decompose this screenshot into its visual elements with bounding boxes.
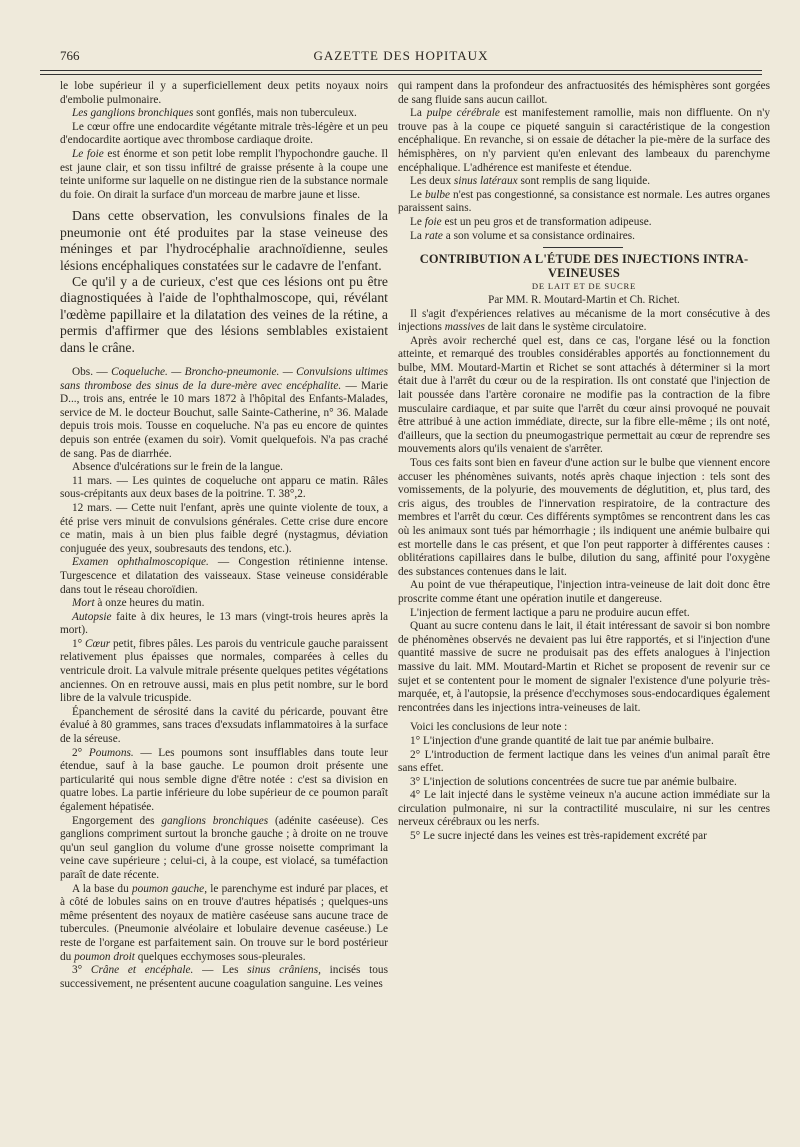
text: est énorme et son petit lobe remplit l'hypochondre gauche. Il est jaune clair, et son tissu infiltré de graisse présente à la coupe une teinte uniforme sur laquelle on ne distingue rien de la substance normale du foie. On dirait la surface d'un morceau de marbre jaune et lisse. [60, 147, 388, 201]
text: Engorgement des [72, 814, 162, 827]
text: sont remplis de sang liquide. [517, 175, 651, 188]
paragraph: Tous ces faits sont bien en faveur d'une action sur le bulbe que viennent encore accuser les phénomènes suivants, notés après chaque injection : tels sont des vomissements, de la polyurie, des mouvements de déglutition, et, plus tard, des cris aigus, des troubles de l'innervation respiratoire, de la contracture des membres et l'arrêt du cœur. Ces différents symptômes se rencontrent dans les cas où les animaux sont tués par hémorrhagie ; ils indiquent une anémie bulbaire qui est mortelle dans le cas présent, et que l'on peut rapporter à différentes causes : oblitérations capillaires dans le bulbe, dilution du sang, affinité pour l'oxygène des substances contenues dans le lait. [398, 457, 770, 578]
text: 1° [72, 637, 86, 650]
paragraph: le lobe supérieur il y a superficiellement deux petits noyaux noirs d'embolie pulmonaire. [60, 80, 388, 106]
paragraph [60, 883, 388, 965]
text: — Congestion rétinienne intense. Turgescence et dilatation des vaisseaux. Stase veineuse considérable dans tout le réseau choroïdien. [60, 556, 388, 596]
paragraph [60, 107, 388, 121]
observation-heading [60, 366, 388, 461]
paragraph: 12 mars. — Cette nuit l'enfant, après une quinte violente de toux, a été prise vers minuit de convulsions générales. Cette crise dure encore ce matin, mais à un bien plus faible degré (nystagmus, déviation conjuguée des yeux, soubresauts des tendons, etc.). [60, 501, 388, 555]
section-divider [398, 243, 770, 253]
lead-paragraph: Ce qu'il y a de curieux, c'est que ces lésions ont pu être diagnostiquées à l'aide de l'ophthalmoscope, qui, révélant l'œdème papillaire et la dilatation des veines de la rétine, a permis d'affirmer que des lésions semblables existaient dans le crâne. [60, 273, 388, 355]
page-number: 766 [60, 48, 80, 63]
paragraph: Au point de vue thérapeutique, l'injection intra-veineuse de lait doit donc être proscrite comme étant une opération inutile et dangereuse. [398, 579, 770, 605]
paragraph [60, 611, 388, 638]
paragraph [398, 216, 770, 230]
emphasis: bulbe [424, 188, 451, 201]
conclusion-item: 1° L'injection d'une grande quantité de lait tue par anémie bulbaire. [410, 734, 714, 747]
text: Le [410, 188, 425, 201]
emphasis: poumon gauche, [131, 882, 208, 895]
text: sont gonflés, mais non tuberculeux. [193, 107, 357, 120]
paragraph [398, 175, 770, 189]
right-column [398, 80, 770, 1140]
emphasis: rate [424, 229, 443, 242]
paragraph: Voici les conclusions de leur note : [410, 721, 568, 734]
paragraph: 11 mars. — Les quintes de coqueluche ont apparu ce matin. Râles sous-crépitants aux deux bases de la poitrine. T. 38°,2. [60, 474, 388, 501]
emphasis: Coqueluche. — Broncho-pneumonie. — Convulsions ultimes sans thrombose des sinus de la dure-mère avec encéphalite. [60, 366, 388, 392]
text: n'est pas congestionné, sa consistance est normale. Les autres organes paraissent sains. [398, 188, 770, 215]
running-title: GAZETTE DES HOPITAUX [313, 48, 489, 63]
conclusion-item: 3° L'injection de solutions concentrées de sucre tue par anémie bulbaire. [410, 775, 737, 788]
emphasis: Mort [72, 597, 95, 610]
text: — Marie D..., trois ans, entrée le 10 mars 1872 à l'hôpital des Enfants-Malades, service de M. le docteur Bouchut, salle Sainte-Catherine, n° 36. Malade depuis trois mois. Tousse en coqueluche. N'a pas eu encore de quintes depuis son entrée (examen du soir). Vomit quelquefois. N'a pas craché de sang. Pas de diarrhée. [60, 379, 388, 460]
text: 3° [72, 964, 91, 977]
emphasis: sinus crâniens, [247, 964, 321, 977]
emphasis: poumon droit [74, 950, 135, 963]
paragraph: Le cœur offre une endocardite végétante mitrale très-légère et un peu d'endocardite aortique avec thrombose cardiaque droite. [60, 120, 388, 147]
paragraph [60, 148, 388, 202]
text: de lait dans le système circulatoire. [484, 321, 647, 334]
paragraph: Après avoir recherché quel est, dans ce cas, l'organe lésé ou la fonction atteinte, et remarqué des troubles considérables apportés au fonctionnement du bulbe, MM. Moutard-Martin et Richet se sont attachés à déterminer si la mort était due à l'arrêt du cœur ou de la respiration. Ils ont constaté que l'injection de lait poussée dans l'artère coronaire ne modifie pas la contraction de la fibre musculaire cardiaque, et par suite que l'arrêt du cœur ainsi provoqué ne pouvait être attribué à une action immédiate, directe, sur la fibre elle-même ; ils ont noté, d'ailleurs, que la section du pneumogastrique permettait au cœur de reprendre ses mouvements alors qu'ils venaient de s'arrêter. [398, 334, 770, 456]
paragraph [398, 189, 770, 216]
paragraph [60, 747, 388, 815]
lead-paragraph: Dans cette observation, les convulsions finales de la pneumonie ont été produites par la stase veineuse des méninges et par l'hydrocéphalie arachnoïdienne, seules lésions encéphaliques constatées sur le cadavre de l'enfant. [60, 208, 388, 273]
paragraph [60, 556, 388, 597]
page-header [40, 46, 762, 68]
paragraph [398, 107, 770, 175]
text: à onze heures du matin. [94, 597, 205, 610]
header-rule [40, 70, 762, 75]
text: — Les [193, 964, 248, 977]
emphasis: Poumons. [88, 746, 134, 759]
text: quelques ecchymoses sous-pleurales. [134, 950, 306, 963]
text: La [410, 107, 427, 120]
text: petit, fibres pâles. Les parois du ventricule gauche paraissent relativement plus épaisses que normales, comparées à celles du ventricule droit. La valvule mitrale présente quelques petites végétations anciennes. On en retrouve aussi, mais en plus petit nombre, sur le bord libre de la valvule tricuspide. [60, 637, 388, 705]
paragraph: Absence d'ulcérations sur le frein de la langue. [72, 461, 283, 474]
paragraph: Quant au sucre contenu dans le lait, il était intéressant de savoir si bon nombre de phénomènes observés ne devaient pas lui être rapportés, et si l'injection d'une quantité massive de sucre ne produisait pas des effets analogues à l'injection massive du lait. MM. Moutard-Martin et Richet se proposent de revenir sur ce sujet et se contentent pour le moment de signaler l'existence d'une polyurie très-marquée, et, à l'autopsie, la présence d'ecchymoses sous-endocardiques également rencontrées dans les injections intra-veineuses de lait. [398, 620, 770, 714]
text: incisés tous successivement, ne présentent aucune coagulation sanguine. Les veines [60, 964, 388, 990]
text: Les deux [410, 175, 454, 188]
section-subtitle: DE LAIT ET DE SUCRE [531, 281, 637, 292]
section-authors: Par MM. R. Moutard-Martin et Ch. Richet. [488, 293, 680, 306]
section-title: CONTRIBUTION A L'ÉTUDE DES INJECTIONS INTRA-VEINEUSES [419, 252, 749, 280]
text: est un peu gros et de transformation adipeuse. [441, 215, 652, 228]
emphasis: sinus latéraux [453, 175, 518, 188]
text: A la base du [72, 882, 132, 895]
text: La [410, 229, 425, 242]
text: — Les poumons sont insufflables dans toute leur étendue, sauf à la base gauche. Le poumon droit présente une particularité qui nous semble digne d'être notée : c'est sa division en quatre lobes. La partie inférieure du lobe supérieur de ce poumon paraît également hépatisée. [60, 746, 388, 813]
left-column [60, 80, 388, 1140]
paragraph: qui rampent dans la profondeur des anfractuosités des hémisphères sont gorgées de sang fluide sans aucun caillot. [398, 80, 770, 106]
emphasis: pulpe cérébrale [426, 107, 500, 120]
paragraph: Épanchement de sérosité dans la cavité du péricarde, pouvant être évalué à 80 grammes, sans traces d'exsudats inflammatoires à la surface de la séreuse. [60, 705, 388, 746]
text: est manifestement ramollie, mais non diffluente. On n'y trouve pas à la coupe ce piqueté sanguin si caractéristique de la congestion encéphalique. En revanche, si on essaie de détacher la pie-mère de la surface des hémisphères, on n'y parvient qu'en enlevant des lambeaux du parenchyme encéphalique. L'adhérence est manifeste et étendue. [398, 107, 770, 174]
paragraph [60, 815, 388, 883]
paragraph [398, 230, 770, 244]
emphasis: Examen ophthalmoscopique. [72, 556, 209, 569]
text: Il s'agit d'expériences relatives au mécanisme de la mort consécutive à des injections [398, 307, 770, 334]
emphasis: massives [444, 321, 485, 334]
conclusion-item: 2° L'introduction de ferment lactique dans les veines d'un animal paraît être sans effet. [398, 748, 770, 775]
emphasis: Crâne et encéphale. [90, 964, 194, 977]
conclusion-item: 4° Le lait injecté dans le système veineux n'a aucune action immédiate sur la circulation pulmonaire, ni sur la contractilité musculaire, ni sur les centres nerveux cérébraux ou les nerfs. [398, 789, 770, 829]
emphasis: Le foie [72, 147, 104, 160]
paragraph [398, 308, 770, 335]
emphasis: Cœur [85, 637, 111, 650]
paragraph [60, 597, 388, 611]
paragraph: L'injection de ferment lactique a paru ne produire aucun effet. [410, 606, 690, 619]
paragraph [60, 964, 388, 991]
text: faite à dix heures, le 13 mars (vingt-trois heures après la mort). [60, 610, 388, 637]
paragraph [60, 638, 388, 706]
conclusion-item: 5° Le sucre injecté dans les veines est très-rapidement excrété par [410, 830, 707, 843]
text: (adénite caséeuse). Ces ganglions compriment surtout la bronche gauche ; à droite on ne trouve qu'un seul ganglion du volume d'une grosse noisette comprimant la veine cave supérieure ; celui-ci, à la coupe, est violacé, sa tuméfaction paraît de date récente. [60, 814, 388, 881]
emphasis: ganglions bronchiques [161, 814, 269, 827]
emphasis: foie [424, 215, 442, 228]
emphasis: Les ganglions bronchiques [72, 107, 194, 120]
text: 2° [72, 746, 89, 759]
text: a son volume et sa consistance ordinaires. [442, 229, 635, 242]
emphasis: Autopsie [72, 610, 112, 623]
text: le parenchyme est induré par places, et à côté de lobules sains on en trouve d'autres hépatisés ; quelques-uns même présentent des noyaux de matière caséeuse sans aucune trace de tubercules. (Pneumonie alvéolaire et lobulaire devenue caséeuse.) Le reste de l'organe est parfaitement sain. On trouve sur le bord postérieur du [60, 882, 388, 963]
text: Le [410, 215, 425, 228]
text: Obs. — [72, 366, 112, 378]
